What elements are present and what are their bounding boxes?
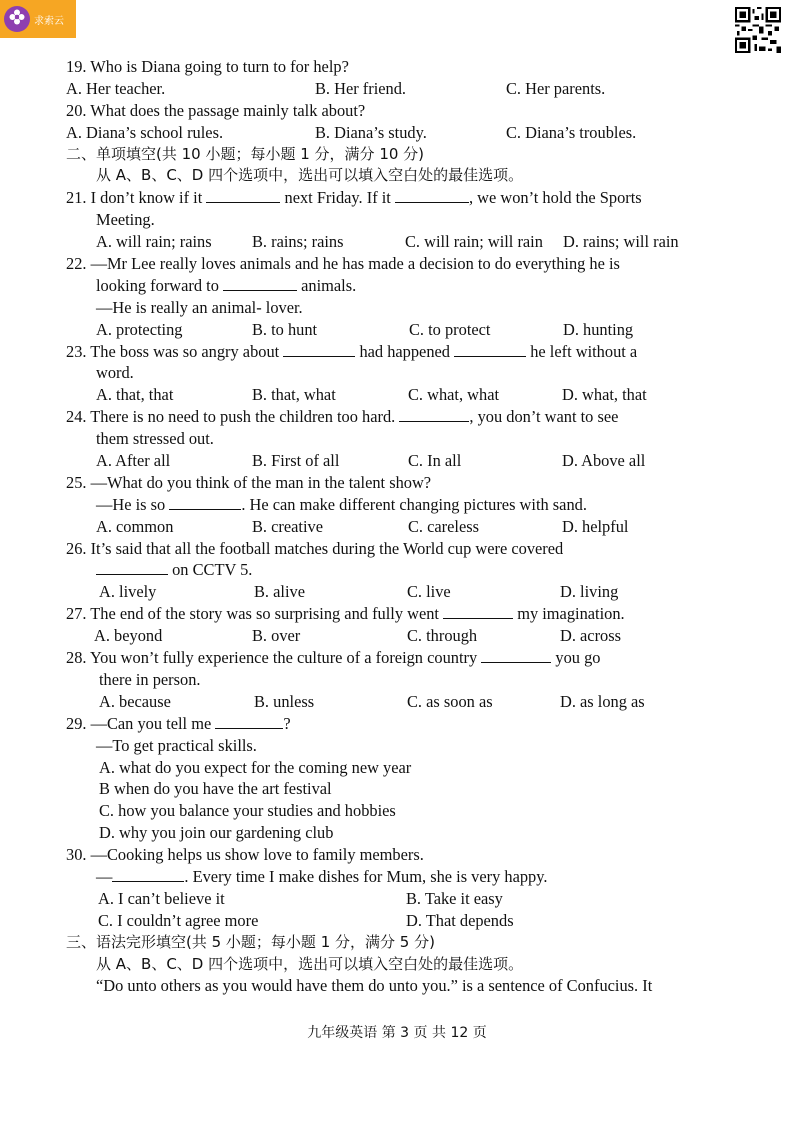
option-d[interactable]: D. why you join our gardening club (99, 823, 334, 843)
option-c[interactable]: C. live (407, 582, 451, 602)
question-20-options (66, 122, 726, 144)
option-d[interactable]: D. as long as (560, 691, 645, 711)
answer-blank[interactable] (399, 406, 469, 422)
question-21-options (66, 231, 726, 253)
question-24-stem: 24. There is no need to push the children too hard. , you don’t want to see (66, 407, 619, 427)
qr-code-icon[interactable] (735, 6, 781, 54)
question-25-reply: —He is so . He can make different changing pictures with sand. (96, 494, 587, 514)
option-b[interactable]: B. Diana’s study. (315, 122, 427, 142)
option-b[interactable]: B when do you have the art festival (99, 779, 332, 799)
option-d[interactable]: D. hunting (563, 319, 634, 339)
question-20-stem: 20. What does the passage mainly talk about? (66, 100, 366, 120)
option-c[interactable]: C. Her parents. (506, 78, 606, 98)
answer-blank[interactable] (96, 559, 168, 575)
option-d[interactable]: D. helpful (562, 516, 629, 536)
flower-icon (4, 6, 30, 32)
option-d[interactable]: D. living (560, 582, 619, 602)
logo-text: 求索云 (34, 16, 64, 27)
option-a[interactable]: A. beyond (94, 626, 163, 646)
question-27-options (66, 625, 726, 647)
question-30-reply: — . Every time I make dishes for Mum, she is very happy. (96, 866, 548, 886)
option-c[interactable]: C. will rain; will rain (405, 232, 543, 252)
option-c[interactable]: C. In all (408, 451, 462, 471)
question-30-options-row1 (66, 888, 726, 910)
question-26-options (66, 581, 726, 603)
question-23-stem-cont: word. (96, 363, 134, 383)
option-a[interactable]: A. Her teacher. (66, 78, 166, 98)
page-footer: 九年级英语 第 3 页 共 12 页 (307, 1025, 487, 1041)
question-25-options (66, 516, 726, 538)
option-b[interactable]: B. Take it easy (406, 888, 503, 908)
section-3-title: 三、语法完形填空(共 5 小题；每小题 1 分，满分 5 分) (66, 932, 435, 951)
answer-blank[interactable] (454, 341, 526, 357)
option-a[interactable]: A. will rain; rains (96, 232, 212, 252)
option-b[interactable]: B. rains; rains (252, 232, 344, 252)
question-24-stem-cont: them stressed out. (96, 429, 214, 449)
answer-blank[interactable] (112, 866, 184, 882)
option-a[interactable]: A. that, that (96, 385, 174, 405)
answer-blank[interactable] (481, 647, 551, 663)
option-a[interactable]: A. lively (99, 582, 157, 602)
option-d[interactable]: D. That depends (406, 910, 514, 930)
question-27-stem: 27. The end of the story was so surprising and fully went my imagination. (66, 604, 625, 624)
question-21-stem: 21. I don’t know if it next Friday. If it , we won’t hold the Sports (66, 188, 642, 208)
question-19-options (66, 78, 726, 100)
option-c[interactable]: C. as soon as (407, 691, 493, 711)
option-a[interactable]: A. protecting (96, 319, 183, 339)
option-d[interactable]: D. across (560, 626, 621, 646)
option-c[interactable]: C. how you balance your studies and hobbies (99, 801, 396, 821)
answer-blank[interactable] (283, 341, 355, 357)
question-22-reply: —He is really an animal- lover. (96, 297, 303, 317)
question-28-stem: 28. You won’t fully experience the culture of a foreign country you go (66, 648, 601, 668)
section-3-instruction: 从 A、B、C、D 四个选项中，选出可以填入空白处的最佳选项。 (96, 954, 524, 973)
option-a[interactable]: A. because (99, 691, 171, 711)
question-28-stem-cont: there in person. (99, 669, 201, 689)
question-28-options (66, 691, 726, 713)
option-c[interactable]: C. what, what (408, 385, 500, 405)
option-a[interactable]: A. common (96, 516, 174, 536)
option-c[interactable]: C. careless (408, 516, 479, 536)
option-a[interactable]: A. After all (96, 451, 171, 471)
question-26-stem: 26. It’s said that all the football matches during the World cup were covered (66, 538, 564, 558)
question-19-stem: 19. Who is Diana going to turn to for help? (66, 57, 349, 76)
option-b[interactable]: B. over (252, 626, 301, 646)
section-2-title: 二、单项填空(共 10 小题；每小题 1 分，满分 10 分) (66, 144, 425, 163)
option-b[interactable]: B. First of all (252, 451, 340, 471)
option-b[interactable]: B. to hunt (252, 319, 318, 339)
option-d[interactable]: D. rains; will rain (563, 232, 679, 252)
option-b[interactable]: B. alive (254, 582, 305, 602)
answer-blank[interactable] (169, 494, 241, 510)
question-30-stem: 30. —Cooking helps us show love to family members. (66, 845, 424, 865)
option-b[interactable]: B. creative (252, 516, 323, 536)
question-25-stem: 25. —What do you think of the man in the talent show? (66, 472, 432, 492)
exam-page (66, 56, 726, 997)
option-c[interactable]: C. Diana’s troubles. (506, 122, 637, 142)
option-b[interactable]: B. that, what (252, 385, 336, 405)
option-c[interactable]: C. through (407, 626, 478, 646)
option-b[interactable]: B. unless (254, 691, 315, 711)
question-22-stem: 22. —Mr Lee really loves animals and he has made a decision to do everything he is (66, 254, 620, 274)
option-d[interactable]: D. Above all (562, 451, 646, 471)
question-24-options (66, 450, 726, 472)
answer-blank[interactable] (223, 275, 297, 291)
option-a[interactable]: A. what do you expect for the coming new year (99, 757, 412, 777)
question-26-stem-cont: on CCTV 5. (66, 559, 726, 581)
option-c[interactable]: C. to protect (409, 319, 491, 339)
question-30-options-row2 (66, 910, 726, 932)
section-3-passage: “Do unto others as you would have them do unto you.” is a sentence of Confucius. It (96, 976, 653, 996)
question-22-stem-cont: looking forward to animals. (96, 275, 357, 295)
option-c[interactable]: C. I couldn’t agree more (98, 910, 259, 930)
answer-blank[interactable] (206, 187, 280, 203)
answer-blank[interactable] (215, 713, 283, 729)
brand-logo (0, 0, 76, 38)
answer-blank[interactable] (395, 187, 469, 203)
option-b[interactable]: B. Her friend. (315, 78, 407, 98)
question-29-stem: 29. —Can you tell me ? (66, 713, 291, 733)
option-a[interactable]: A. I can’t believe it (98, 888, 225, 908)
question-29-reply: —To get practical skills. (96, 735, 257, 755)
option-a[interactable]: A. Diana’s school rules. (66, 122, 224, 142)
answer-blank[interactable] (443, 603, 513, 619)
question-22-options (66, 319, 726, 341)
section-2-instruction: 从 A、B、C、D 四个选项中，选出可以填入空白处的最佳选项。 (96, 166, 524, 185)
question-23-stem: 23. The boss was so angry about had happened he left without a (66, 341, 638, 361)
option-d[interactable]: D. what, that (562, 385, 647, 405)
question-21-stem-cont: Meeting. (96, 210, 155, 230)
question-23-options (66, 384, 726, 406)
